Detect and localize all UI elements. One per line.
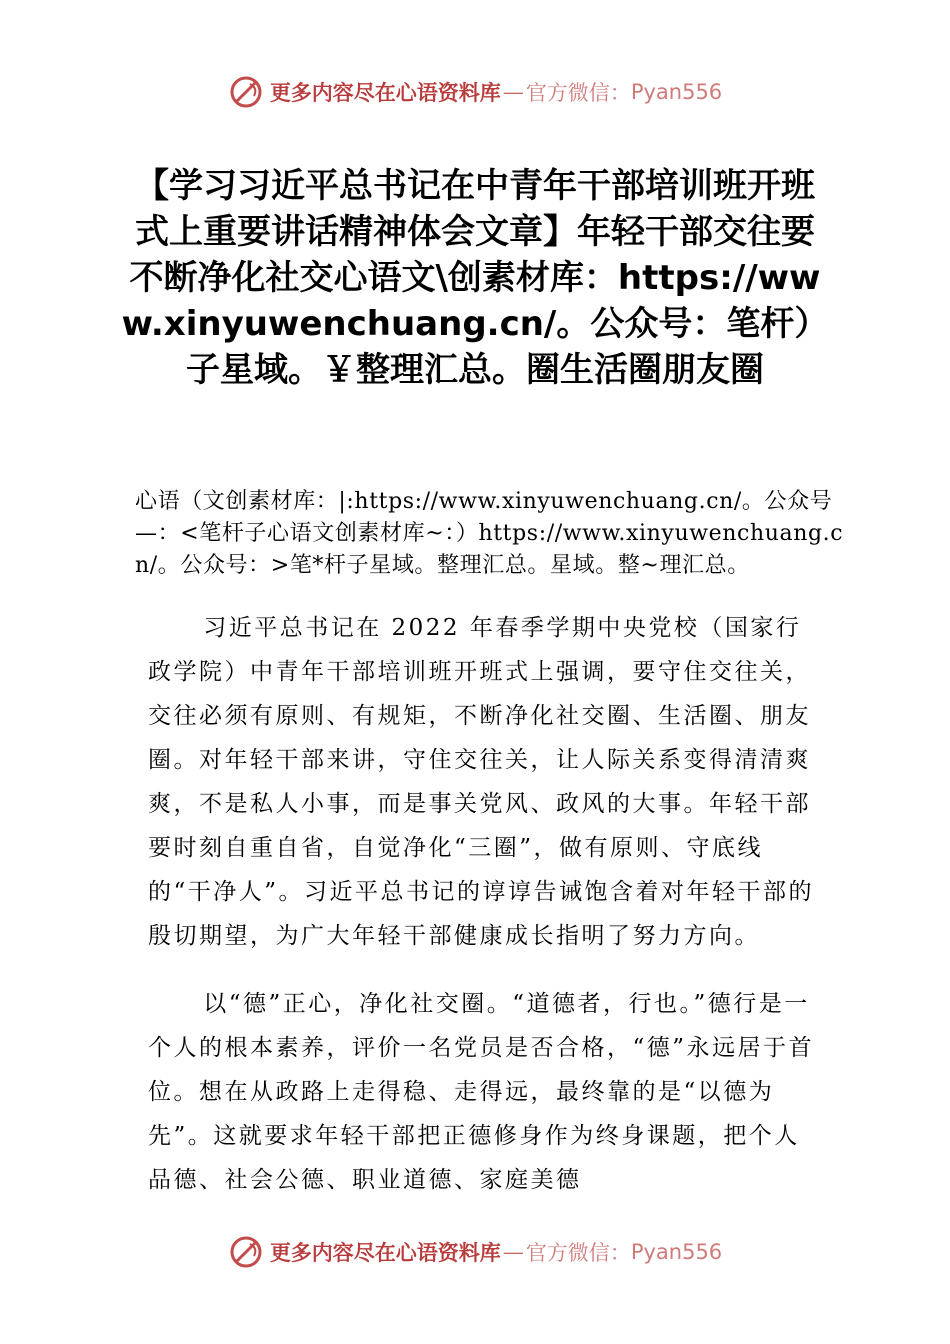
document-title: 【学习习近平总书记在中青年干部培训班开班式上重要讲话精神体会文章】年轻干部交往要不断净化社交心语文\创素材库：https://www.xinyuwenchuang.cn/。公众号：笔杆）子星域。￥整理汇总。圈生活圈朋友圈 (121, 166, 829, 390)
wechat-id: Pyan556 (630, 1240, 723, 1264)
header-watermark-banner (0, 72, 950, 112)
wechat-label: 官方微信： (525, 1241, 631, 1265)
wechat-id: Pyan556 (630, 80, 723, 104)
library-name: 更多内容尽在心语资料库 (269, 1240, 501, 1265)
article-body (148, 606, 820, 1226)
banner-dash: — (502, 1240, 524, 1264)
paragraph: 习近平总书记在 2022 年春季学期中央党校（国家行政学院）中青年干部培训班开班式上强调，要守住交往关，交往必须有原则、有规矩，不断净化社交圈、生活圈、朋友圈。对年轻干部来讲，守住交往关，让人际关系变得清清爽爽，不是私人小事，而是事关党风、政风的大事。年轻干部要时刻自重自省，自觉净化“三圈”，做有原则、守底线的“干净人”。习近平总书记的谆谆告诫饱含着对年轻干部的殷切期望，为广大年轻干部健康成长指明了努力方向。 (148, 615, 815, 949)
footer-watermark-banner (0, 1232, 950, 1272)
quill-logo-icon (228, 74, 264, 110)
paragraph: 以“德”正心，净化社交圈。“道德者，行也。”德行是一个人的根本素养，评价一名党员是否合格，“德”永远居于首位。想在从政路上走得稳、走得远，最终靠的是“以德为先”。这就要求年轻干部把正德修身作为终身课题，把个人品德、社会公德、职业道德、家庭美德 (148, 991, 815, 1193)
quill-logo-icon (228, 1234, 264, 1270)
banner-dash: — (502, 80, 524, 104)
wechat-label: 官方微信： (525, 81, 631, 105)
source-note: 心语（文创素材库：|:https://www.xinyuwenchuang.cn/。公众号—：<笔杆子心语文创素材库~：）https://www.xinyuwenchuang.cn/。公众号：>笔*杆子星域。整理汇总。星域。整~理汇总。 (135, 489, 844, 578)
library-name: 更多内容尽在心语资料库 (269, 80, 501, 105)
